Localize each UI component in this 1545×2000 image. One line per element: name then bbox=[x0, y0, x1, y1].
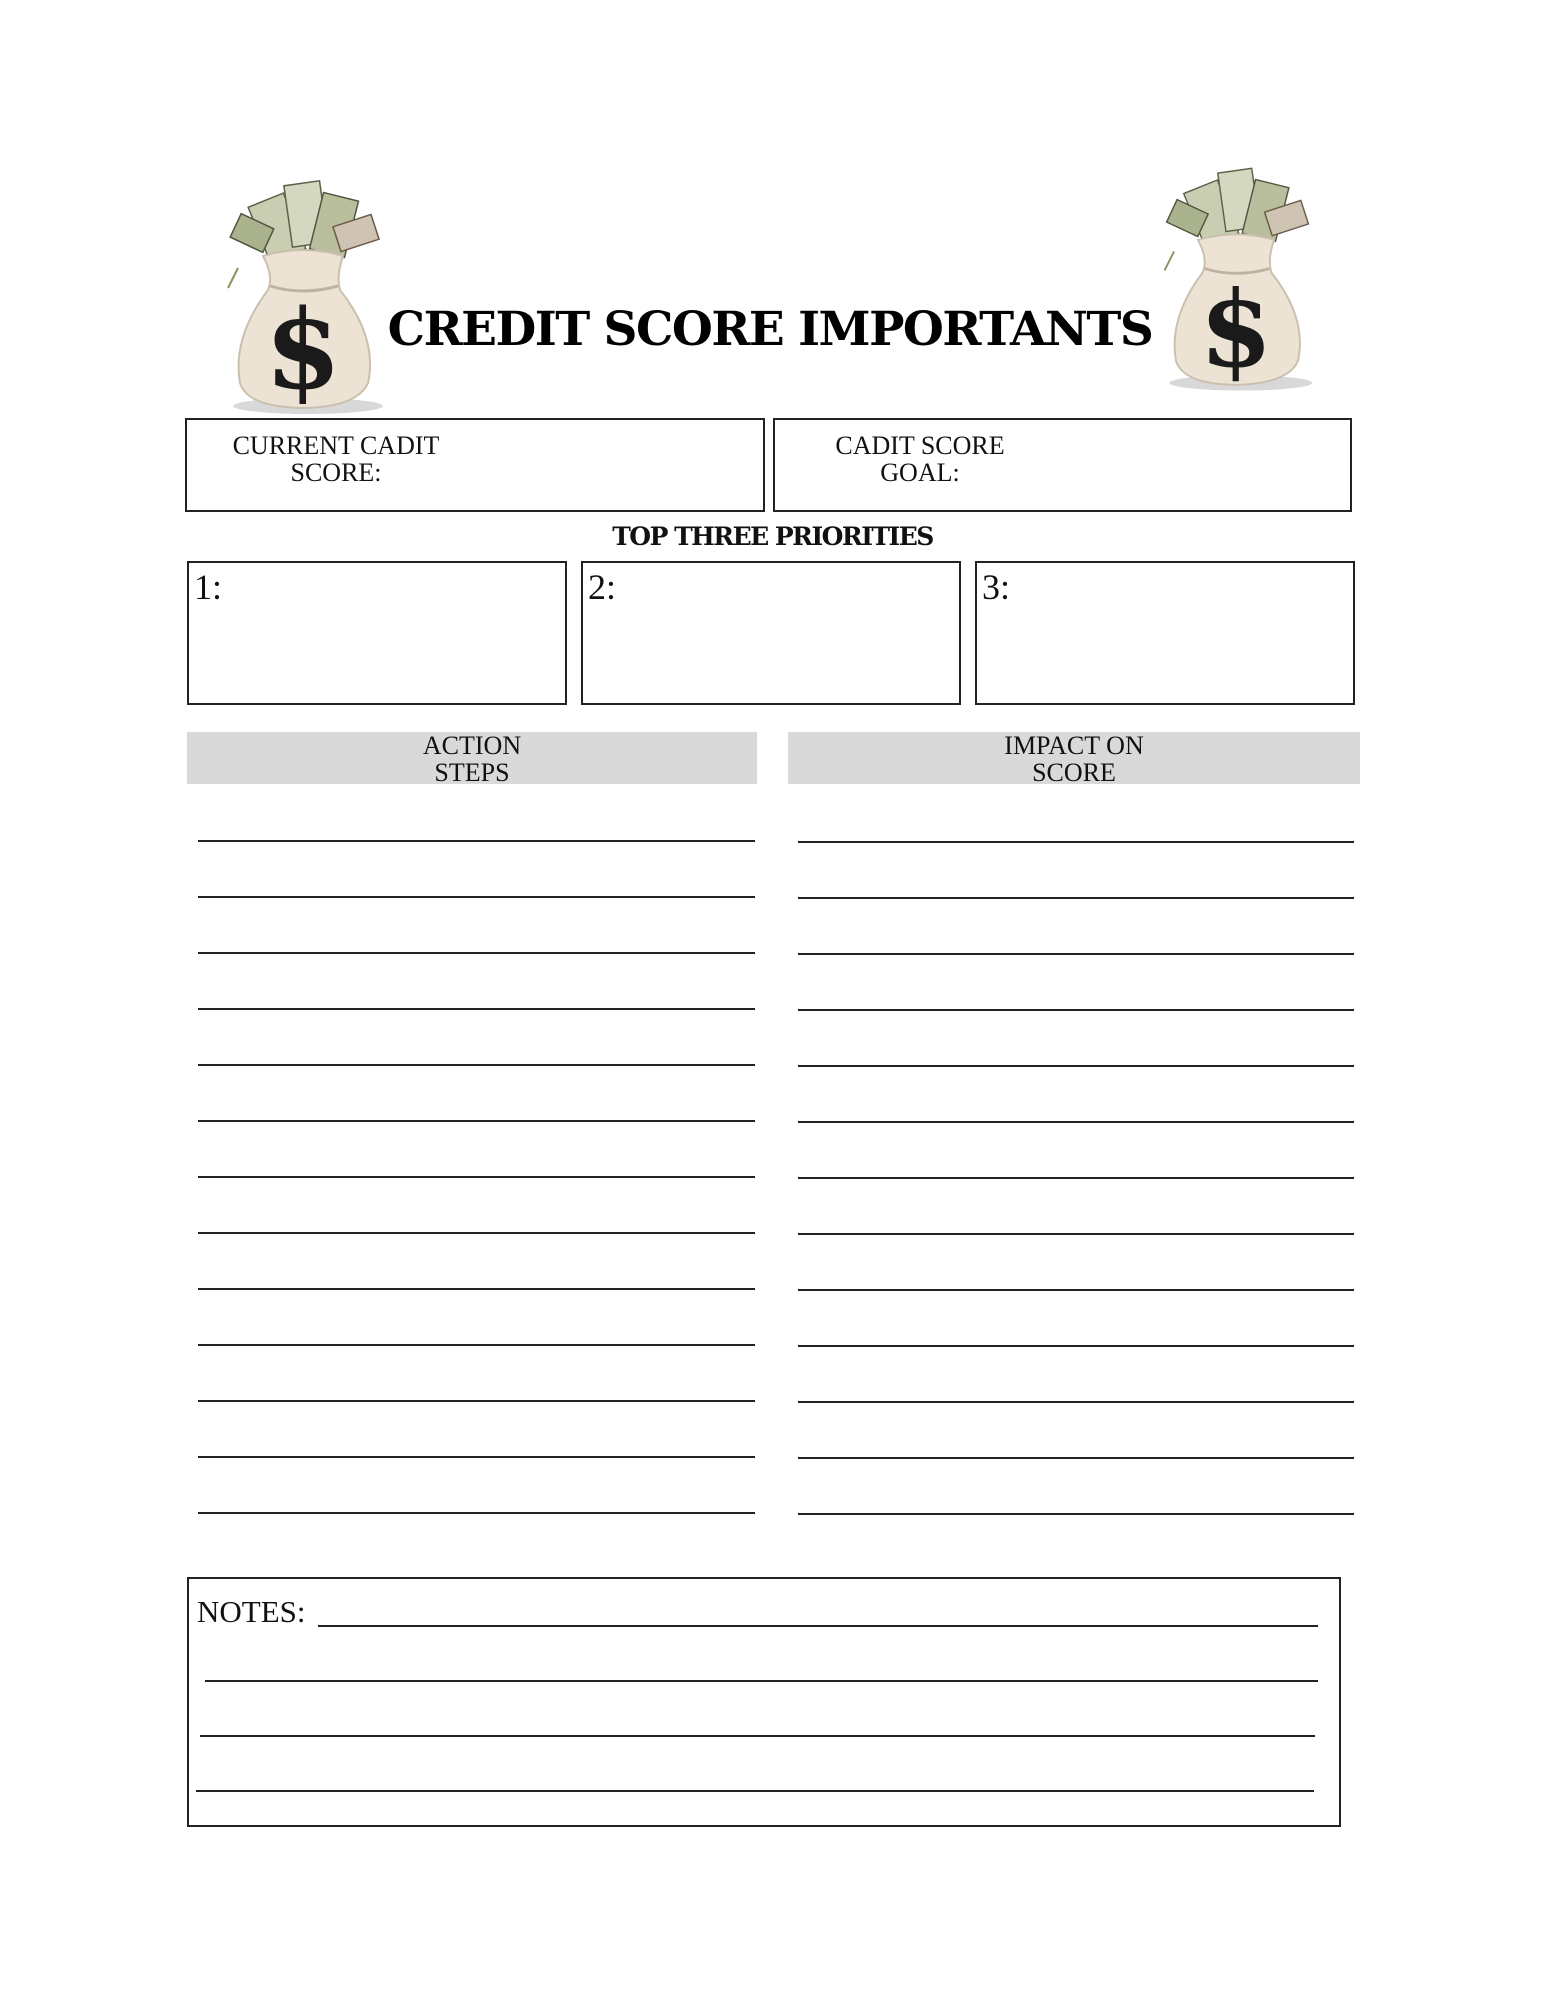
priority-1-label: 1: bbox=[194, 567, 223, 607]
svg-text:$: $ bbox=[1199, 267, 1273, 391]
impact-on-score-header-line1: IMPACT ON bbox=[1004, 731, 1144, 760]
action-step-line[interactable] bbox=[198, 840, 755, 842]
action-step-line[interactable] bbox=[198, 896, 755, 898]
score-goal-label-line2: GOAL: bbox=[880, 458, 960, 487]
current-score-field[interactable] bbox=[185, 418, 765, 512]
notes-line[interactable] bbox=[205, 1680, 1318, 1682]
action-step-line[interactable] bbox=[198, 1064, 755, 1066]
money-bag-icon bbox=[1155, 165, 1317, 395]
impact-on-score-line[interactable] bbox=[798, 953, 1354, 955]
impact-on-score-line[interactable] bbox=[798, 1289, 1354, 1291]
action-steps-header-line2: STEPS bbox=[434, 758, 510, 787]
impact-on-score-line[interactable] bbox=[798, 1065, 1354, 1067]
impact-on-score-header-line2: SCORE bbox=[1032, 758, 1116, 787]
impact-on-score-line[interactable] bbox=[798, 897, 1354, 899]
priority-3-label: 3: bbox=[982, 567, 1011, 607]
current-score-label-line1: CURRENT CADIT bbox=[232, 431, 440, 460]
action-step-line[interactable] bbox=[198, 1344, 755, 1346]
priority-2-label: 2: bbox=[588, 567, 617, 607]
action-step-line[interactable] bbox=[198, 1120, 755, 1122]
impact-on-score-line[interactable] bbox=[798, 1009, 1354, 1011]
notes-line[interactable] bbox=[200, 1735, 1315, 1737]
action-step-line[interactable] bbox=[198, 1400, 755, 1402]
impact-on-score-line[interactable] bbox=[798, 1233, 1354, 1235]
money-bag-icon bbox=[218, 178, 388, 418]
action-steps-header-line1: ACTION bbox=[422, 731, 522, 760]
svg-text:$: $ bbox=[264, 285, 342, 414]
action-step-line[interactable] bbox=[198, 1288, 755, 1290]
score-goal-field[interactable] bbox=[773, 418, 1352, 512]
notes-line[interactable] bbox=[318, 1625, 1318, 1627]
action-step-line[interactable] bbox=[198, 1456, 755, 1458]
action-step-line[interactable] bbox=[198, 952, 755, 954]
notes-line[interactable] bbox=[196, 1790, 1314, 1792]
action-step-line[interactable] bbox=[198, 1176, 755, 1178]
action-step-line[interactable] bbox=[198, 1512, 755, 1514]
impact-on-score-line[interactable] bbox=[798, 841, 1354, 843]
priority-3-field[interactable] bbox=[975, 561, 1355, 705]
impact-on-score-line[interactable] bbox=[798, 1177, 1354, 1179]
impact-on-score-line[interactable] bbox=[798, 1513, 1354, 1515]
action-step-line[interactable] bbox=[198, 1008, 755, 1010]
priority-2-field[interactable] bbox=[581, 561, 961, 705]
priority-1-field[interactable] bbox=[187, 561, 567, 705]
notes-label: NOTES: bbox=[197, 1594, 306, 1629]
impact-on-score-line[interactable] bbox=[798, 1457, 1354, 1459]
current-score-label bbox=[207, 432, 465, 486]
score-goal-label bbox=[800, 432, 1040, 486]
action-steps-header bbox=[187, 731, 757, 787]
impact-on-score-header bbox=[788, 731, 1360, 787]
current-score-label-line2: SCORE: bbox=[290, 458, 382, 487]
score-goal-label-line1: CADIT SCORE bbox=[835, 431, 1005, 460]
action-step-line[interactable] bbox=[198, 1232, 755, 1234]
page-title: CREDIT SCORE IMPORTANTS bbox=[387, 302, 1153, 357]
priorities-heading: TOP THREE PRIORITIES bbox=[612, 522, 933, 551]
impact-on-score-line[interactable] bbox=[798, 1345, 1354, 1347]
impact-on-score-line[interactable] bbox=[798, 1401, 1354, 1403]
impact-on-score-line[interactable] bbox=[798, 1121, 1354, 1123]
